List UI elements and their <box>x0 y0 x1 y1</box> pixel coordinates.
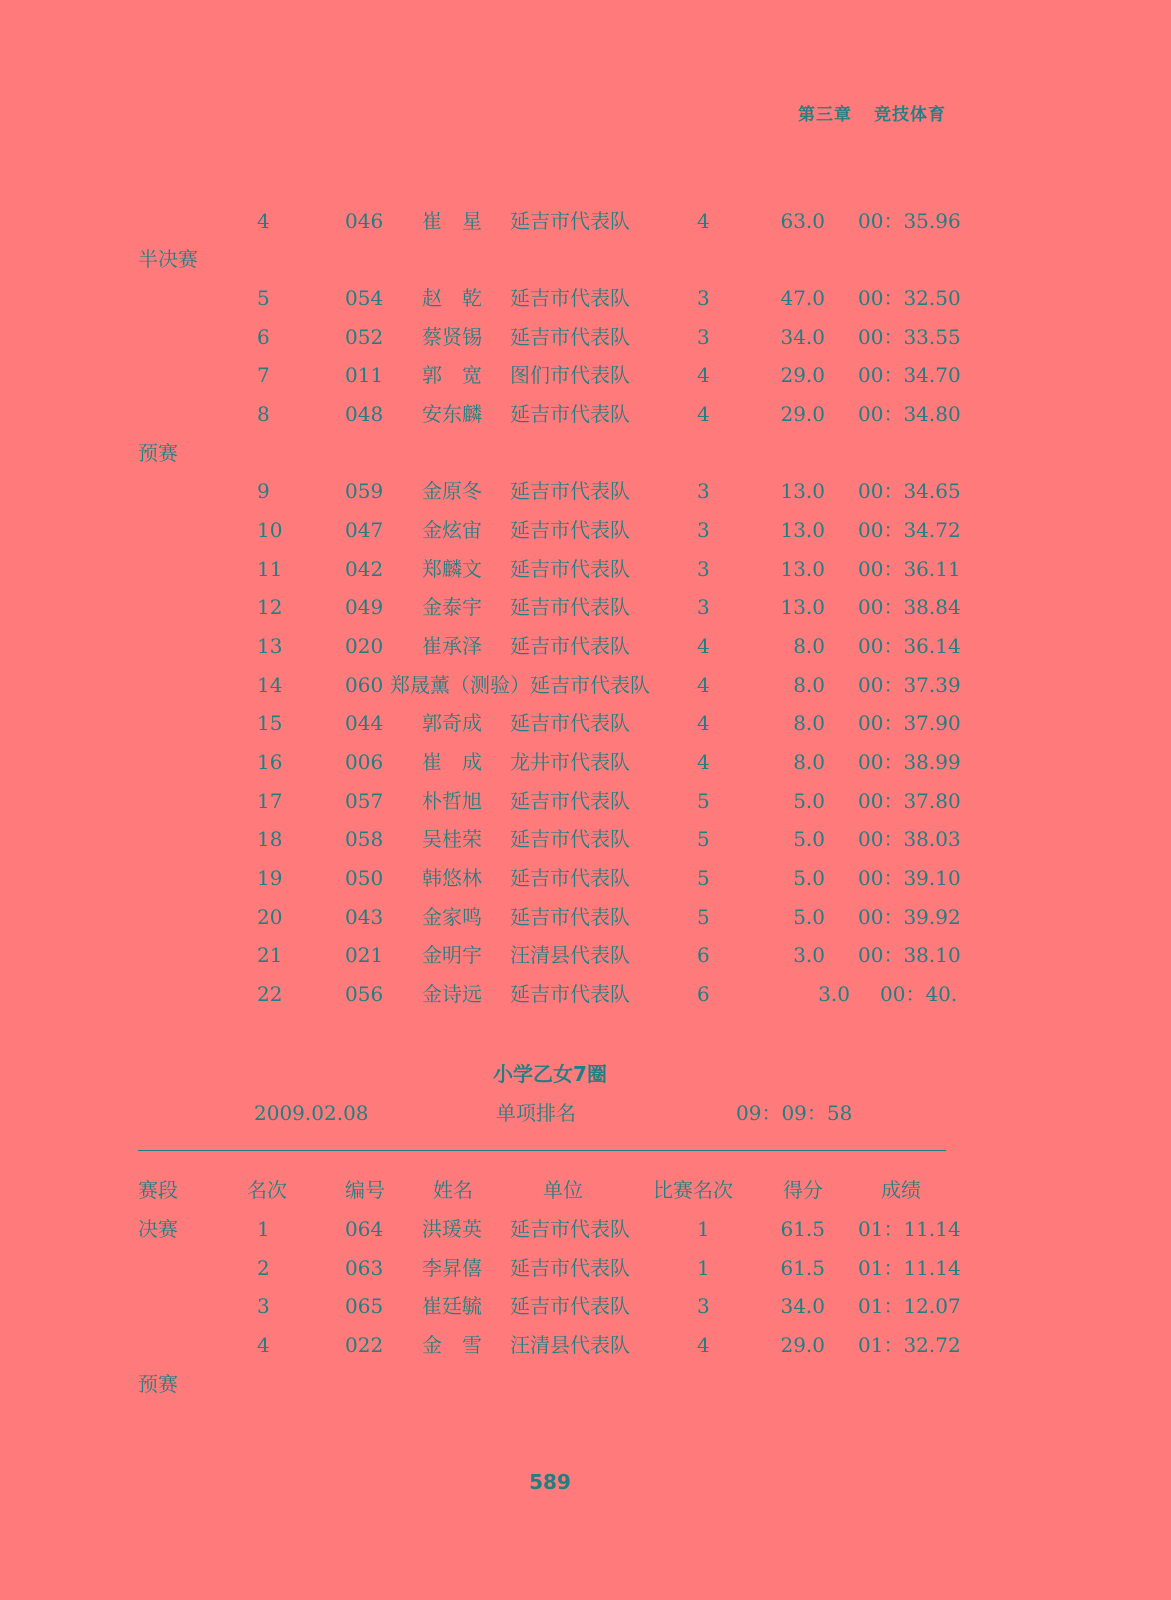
name-cell: 金诗远 <box>422 982 482 1006</box>
number-cell: 022 <box>345 1333 384 1357</box>
section-label: 竞技体育 <box>874 105 946 125</box>
place-cell: 3 <box>697 286 710 310</box>
rank-cell: 11 <box>257 557 283 581</box>
rank-cell: 17 <box>257 789 283 813</box>
rank-cell: 10 <box>257 518 283 542</box>
time-cell: 00：37.39 <box>858 673 961 697</box>
score-cell: 29.0 <box>780 402 825 426</box>
score-cell: 13.0 <box>780 595 825 619</box>
name-cell: 朴哲旭 <box>422 789 482 813</box>
number-cell: 063 <box>345 1256 384 1280</box>
table-row <box>0 820 1171 858</box>
unit-cell: 延吉市代表队 <box>510 711 630 735</box>
rank-cell: 5 <box>257 286 270 310</box>
number-cell: 050 <box>345 866 384 890</box>
stage-label-prelim-2: 预赛 <box>138 1372 178 1396</box>
place-cell: 4 <box>697 363 710 387</box>
unit-cell: 延吉市代表队 <box>510 789 630 813</box>
place-cell: 4 <box>697 402 710 426</box>
time-cell: 00：38.03 <box>858 827 961 851</box>
unit-cell: 延吉市代表队 <box>510 982 630 1006</box>
col-time: 成绩 <box>881 1178 921 1202</box>
name-cell: 崔 成 <box>422 750 482 774</box>
place-cell: 3 <box>697 325 710 349</box>
score-cell: 8.0 <box>793 750 825 774</box>
unit-cell: 延吉市代表队 <box>510 634 630 658</box>
place-cell: 4 <box>697 209 710 233</box>
event-time: 09：09：58 <box>736 1101 853 1125</box>
name-cell: 蔡贤锡 <box>422 325 482 349</box>
time-cell: 00：40. <box>880 982 958 1006</box>
number-cell: 064 <box>345 1217 384 1241</box>
place-cell: 6 <box>697 982 710 1006</box>
table-row <box>0 743 1171 781</box>
score-cell: 29.0 <box>780 363 825 387</box>
number-cell: 060 <box>345 673 384 697</box>
time-cell: 00：37.80 <box>858 789 961 813</box>
col-unit: 单位 <box>543 1178 583 1202</box>
name-cell: 崔廷毓 <box>422 1294 482 1318</box>
number-cell: 048 <box>345 402 384 426</box>
score-cell: 5.0 <box>793 789 825 813</box>
event-date: 2009.02.08 <box>254 1101 369 1125</box>
rank-cell: 14 <box>257 673 283 697</box>
stage-label-semifinal: 半决赛 <box>138 247 198 271</box>
score-cell: 29.0 <box>780 1333 825 1357</box>
unit-cell: 图们市代表队 <box>510 363 630 387</box>
number-cell: 020 <box>345 634 384 658</box>
place-cell: 3 <box>697 479 710 503</box>
place-cell: 3 <box>697 557 710 581</box>
unit-cell: 延吉市代表队 <box>510 325 630 349</box>
time-cell: 00：34.65 <box>858 479 961 503</box>
place-cell: 3 <box>697 1294 710 1318</box>
stage-label-final: 决赛 <box>138 1217 178 1241</box>
table-row <box>0 898 1171 936</box>
number-cell: 021 <box>345 943 384 967</box>
score-cell: 3.0 <box>818 982 850 1006</box>
score-cell: 3.0 <box>793 943 825 967</box>
time-cell: 00：36.11 <box>858 557 961 581</box>
name-cell: 崔 星 <box>422 209 482 233</box>
table-row <box>0 1249 1171 1287</box>
rank-cell: 19 <box>257 866 283 890</box>
chapter-label: 第三章 <box>798 105 852 125</box>
time-cell: 00：39.92 <box>858 905 961 929</box>
number-cell: 059 <box>345 479 384 503</box>
place-cell: 4 <box>697 634 710 658</box>
number-cell: 006 <box>345 750 384 774</box>
number-cell: 065 <box>345 1294 384 1318</box>
name-cell: 金泰宇 <box>422 595 482 619</box>
unit-cell: 延吉市代表队 <box>510 479 630 503</box>
unit-cell: 延吉市代表队 <box>510 209 630 233</box>
rank-cell: 18 <box>257 827 283 851</box>
score-cell: 8.0 <box>793 711 825 735</box>
number-cell: 057 <box>345 789 384 813</box>
name-cell: 金 雪 <box>422 1333 482 1357</box>
rank-cell: 6 <box>257 325 270 349</box>
column-header-row <box>0 1171 1171 1209</box>
time-cell: 01：11.14 <box>858 1217 961 1241</box>
name-cell: 崔承泽 <box>422 634 482 658</box>
name-cell: 赵 乾 <box>422 286 482 310</box>
place-cell: 5 <box>697 905 710 929</box>
event-title: 小学乙女7圈 <box>493 1062 607 1086</box>
number-cell: 047 <box>345 518 384 542</box>
time-cell: 00：32.50 <box>858 286 961 310</box>
rank-cell: 22 <box>257 982 283 1006</box>
unit-cell: 龙井市代表队 <box>510 750 630 774</box>
rank-cell: 15 <box>257 711 283 735</box>
time-cell: 00：38.99 <box>858 750 961 774</box>
table-row <box>0 627 1171 665</box>
time-cell: 01：11.14 <box>858 1256 961 1280</box>
name-cell: 金明宇 <box>422 943 482 967</box>
rank-cell: 4 <box>257 209 270 233</box>
name-cell: 金原冬 <box>422 479 482 503</box>
number-cell: 056 <box>345 982 384 1006</box>
unit-cell: 延吉市代表队 <box>510 518 630 542</box>
score-cell: 5.0 <box>793 866 825 890</box>
number-cell: 049 <box>345 595 384 619</box>
name-cell: 郑麟文 <box>422 557 482 581</box>
score-cell: 5.0 <box>793 827 825 851</box>
unit-cell: 汪清县代表队 <box>510 943 630 967</box>
rank-cell: 21 <box>257 943 283 967</box>
number-cell: 044 <box>345 711 384 735</box>
col-number: 编号 <box>345 1178 385 1202</box>
running-header <box>798 100 946 125</box>
number-cell: 052 <box>345 325 384 349</box>
name-unit-cell: 郑晟薰（测验）延吉市代表队 <box>390 673 650 697</box>
time-cell: 01：12.07 <box>858 1294 961 1318</box>
table-row <box>0 550 1171 588</box>
table-row <box>0 511 1171 549</box>
place-cell: 4 <box>697 673 710 697</box>
table-row <box>0 279 1171 317</box>
score-cell: 61.5 <box>780 1256 825 1280</box>
time-cell: 01：32.72 <box>858 1333 961 1357</box>
divider <box>138 1150 946 1151</box>
table-row <box>0 472 1171 510</box>
place-cell: 5 <box>697 866 710 890</box>
rank-cell: 16 <box>257 750 283 774</box>
place-cell: 5 <box>697 789 710 813</box>
number-cell: 043 <box>345 905 384 929</box>
name-cell: 洪瑗英 <box>422 1217 482 1241</box>
rank-cell: 1 <box>257 1217 270 1241</box>
number-cell: 011 <box>345 363 384 387</box>
table-row <box>0 395 1171 433</box>
table-row <box>0 1326 1171 1364</box>
name-cell: 金家鸣 <box>422 905 482 929</box>
rank-cell: 3 <box>257 1294 270 1318</box>
col-rank: 名次 <box>247 1178 287 1202</box>
table-row <box>0 936 1171 974</box>
table-row <box>0 975 1171 1013</box>
time-cell: 00：36.14 <box>858 634 961 658</box>
col-place: 比赛名次 <box>653 1178 733 1202</box>
col-stage: 赛段 <box>138 1178 178 1202</box>
unit-cell: 延吉市代表队 <box>510 1217 630 1241</box>
rank-cell: 12 <box>257 595 283 619</box>
table-row <box>0 588 1171 626</box>
score-cell: 8.0 <box>793 673 825 697</box>
place-cell: 3 <box>697 595 710 619</box>
place-cell: 1 <box>697 1217 710 1241</box>
table-row <box>0 1210 1171 1248</box>
time-cell: 00：33.55 <box>858 325 961 349</box>
rank-cell: 8 <box>257 402 270 426</box>
rank-cell: 9 <box>257 479 270 503</box>
name-cell: 李昇僖 <box>422 1256 482 1280</box>
unit-cell: 延吉市代表队 <box>510 402 630 426</box>
unit-cell: 延吉市代表队 <box>510 286 630 310</box>
name-cell: 郭 宽 <box>422 363 482 387</box>
unit-cell: 延吉市代表队 <box>510 905 630 929</box>
table-row <box>0 859 1171 897</box>
rank-cell: 4 <box>257 1333 270 1357</box>
score-cell: 34.0 <box>780 1294 825 1318</box>
rank-cell: 20 <box>257 905 283 929</box>
table-row <box>0 782 1171 820</box>
time-cell: 00：34.70 <box>858 363 961 387</box>
score-cell: 34.0 <box>780 325 825 349</box>
place-cell: 4 <box>697 1333 710 1357</box>
score-cell: 63.0 <box>780 209 825 233</box>
unit-cell: 汪清县代表队 <box>510 1333 630 1357</box>
rank-cell: 2 <box>257 1256 270 1280</box>
place-cell: 4 <box>697 750 710 774</box>
unit-cell: 延吉市代表队 <box>510 866 630 890</box>
unit-cell: 延吉市代表队 <box>510 827 630 851</box>
table-row <box>0 1287 1171 1325</box>
time-cell: 00：39.10 <box>858 866 961 890</box>
score-cell: 47.0 <box>780 286 825 310</box>
score-cell: 13.0 <box>780 518 825 542</box>
time-cell: 00：35.96 <box>858 209 961 233</box>
unit-cell: 延吉市代表队 <box>510 1294 630 1318</box>
table-row <box>0 318 1171 356</box>
name-cell: 安东麟 <box>422 402 482 426</box>
stage-label-prelim: 预赛 <box>138 441 178 465</box>
unit-cell: 延吉市代表队 <box>510 595 630 619</box>
table-row <box>0 356 1171 394</box>
number-cell: 046 <box>345 209 384 233</box>
place-cell: 1 <box>697 1256 710 1280</box>
score-cell: 13.0 <box>780 557 825 581</box>
time-cell: 00：37.90 <box>858 711 961 735</box>
unit-cell: 延吉市代表队 <box>510 557 630 581</box>
name-cell: 郭奇成 <box>422 711 482 735</box>
place-cell: 3 <box>697 518 710 542</box>
table-row <box>0 666 1171 704</box>
score-cell: 8.0 <box>793 634 825 658</box>
number-cell: 058 <box>345 827 384 851</box>
time-cell: 00：38.84 <box>858 595 961 619</box>
score-cell: 61.5 <box>780 1217 825 1241</box>
table-row <box>0 704 1171 742</box>
place-cell: 4 <box>697 711 710 735</box>
table-row <box>0 202 1171 240</box>
page-number: 589 <box>529 1470 571 1494</box>
event-ranking-label: 单项排名 <box>496 1101 576 1125</box>
name-cell: 金炫宙 <box>422 518 482 542</box>
name-cell: 吴桂荣 <box>422 827 482 851</box>
rank-cell: 7 <box>257 363 270 387</box>
place-cell: 6 <box>697 943 710 967</box>
number-cell: 042 <box>345 557 384 581</box>
col-score: 得分 <box>783 1178 823 1202</box>
score-cell: 5.0 <box>793 905 825 929</box>
time-cell: 00：34.80 <box>858 402 961 426</box>
name-cell: 韩悠林 <box>422 866 482 890</box>
place-cell: 5 <box>697 827 710 851</box>
time-cell: 00：34.72 <box>858 518 961 542</box>
unit-cell: 延吉市代表队 <box>510 1256 630 1280</box>
rank-cell: 13 <box>257 634 283 658</box>
time-cell: 00：38.10 <box>858 943 961 967</box>
number-cell: 054 <box>345 286 384 310</box>
col-name: 姓名 <box>433 1178 473 1202</box>
score-cell: 13.0 <box>780 479 825 503</box>
